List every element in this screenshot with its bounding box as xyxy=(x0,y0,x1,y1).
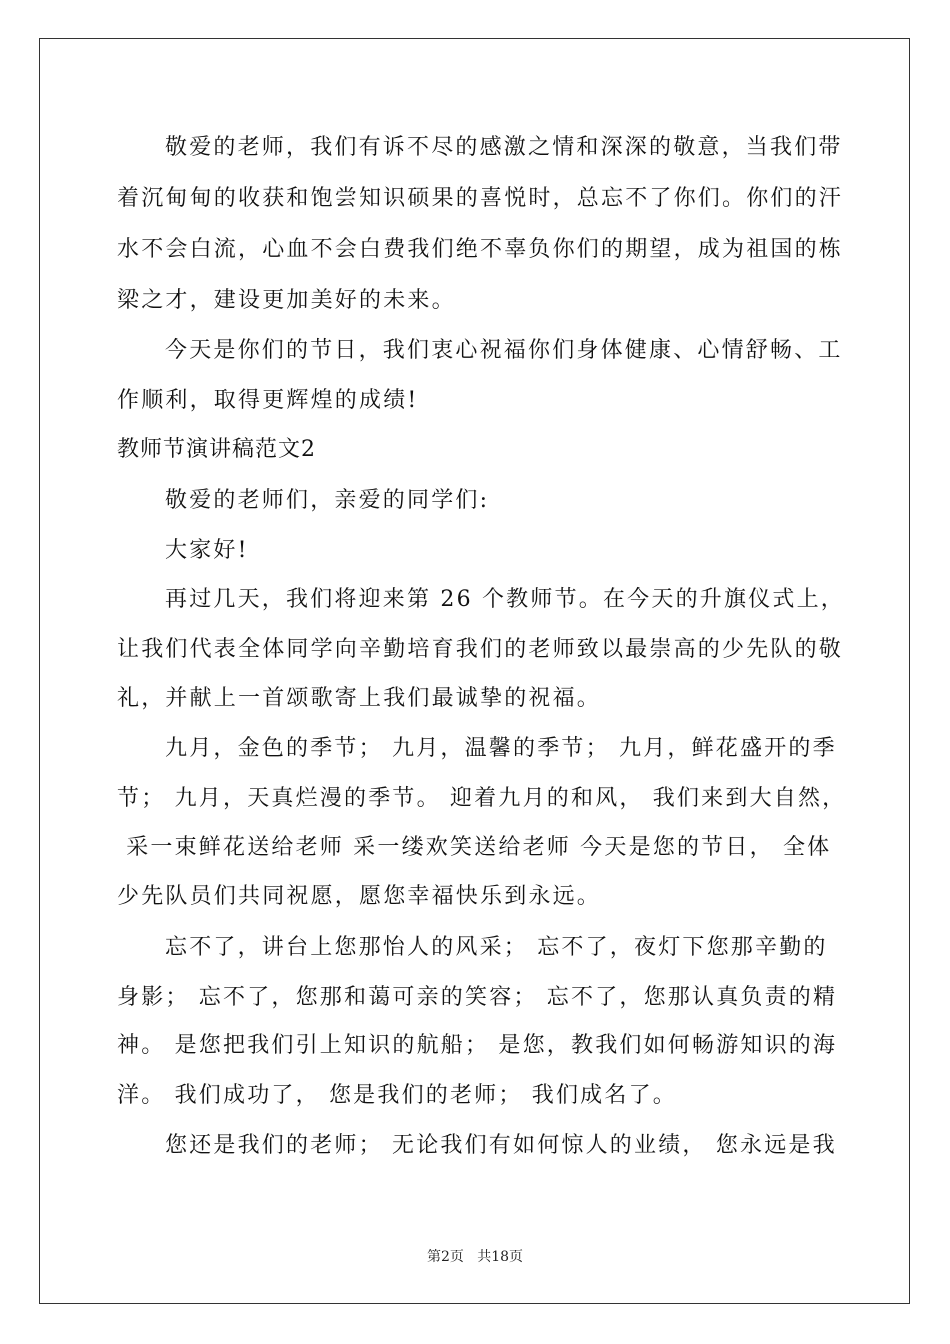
paragraph-line: 梁之才，建设更加美好的未来。 xyxy=(117,288,456,313)
paragraph-line: 作顺利，取得更辉煌的成绩! xyxy=(117,388,419,413)
page-number-footer: 第2页 共18页 xyxy=(426,1249,524,1265)
paragraph-line: 着沉甸甸的收获和饱尝知识硕果的喜悦时，总忘不了你们。你们的汗 xyxy=(117,186,844,211)
paragraph-line: 节； 九月，天真烂漫的季节。 迎着九月的和风， 我们来到大自然， xyxy=(117,786,847,811)
paragraph-line: 采一束鲜花送给老师 采一缕欢笑送给老师 今天是您的节日， 全体 xyxy=(117,835,832,860)
paragraph-line: 让我们代表全体同学向辛勤培育我们的老师致以最崇高的少先队的敬 xyxy=(117,637,844,662)
paragraph-line: 洋。 我们成功了， 您是我们的老师； 我们成名了。 xyxy=(117,1083,677,1108)
paragraph-line: 身影； 忘不了，您那和蔼可亲的笑容； 忘不了，您那认真负责的精 xyxy=(117,985,838,1010)
salutation-line: 敬爱的老师们，亲爱的同学们: xyxy=(165,488,490,513)
paragraph-line: 敬爱的老师，我们有诉不尽的感激之情和深深的敬意，当我们带 xyxy=(165,135,843,160)
section-heading: 教师节演讲稿范文2 xyxy=(117,437,316,462)
paragraph-line: 神。 是您把我们引上知识的航船； 是您，教我们如何畅游知识的海 xyxy=(117,1033,838,1058)
paragraph-line: 少先队员们共同祝愿，愿您幸福快乐到永远。 xyxy=(117,884,602,909)
paragraph-line: 您还是我们的老师； 无论我们有如何惊人的业绩， 您永远是我 xyxy=(165,1133,837,1158)
greeting-line: 大家好! xyxy=(165,538,249,563)
paragraph-line: 今天是你们的节日，我们衷心祝福你们身体健康、心情舒畅、工 xyxy=(165,338,843,363)
paragraph-line: 礼，并献上一首颂歌寄上我们最诚挚的祝福。 xyxy=(117,686,602,711)
paragraph-line: 再过几天，我们将迎来第 26 个教师节。在今天的升旗仪式上， xyxy=(165,587,845,612)
paragraph-line: 九月，金色的季节； 九月，温馨的季节； 九月，鲜花盛开的季 xyxy=(165,736,837,761)
paragraph-line: 忘不了，讲台上您那怡人的风采； 忘不了，夜灯下您那辛勤的 xyxy=(165,935,828,960)
paragraph-line: 水不会白流，心血不会白费我们绝不辜负你们的期望，成为祖国的栋 xyxy=(117,237,844,262)
